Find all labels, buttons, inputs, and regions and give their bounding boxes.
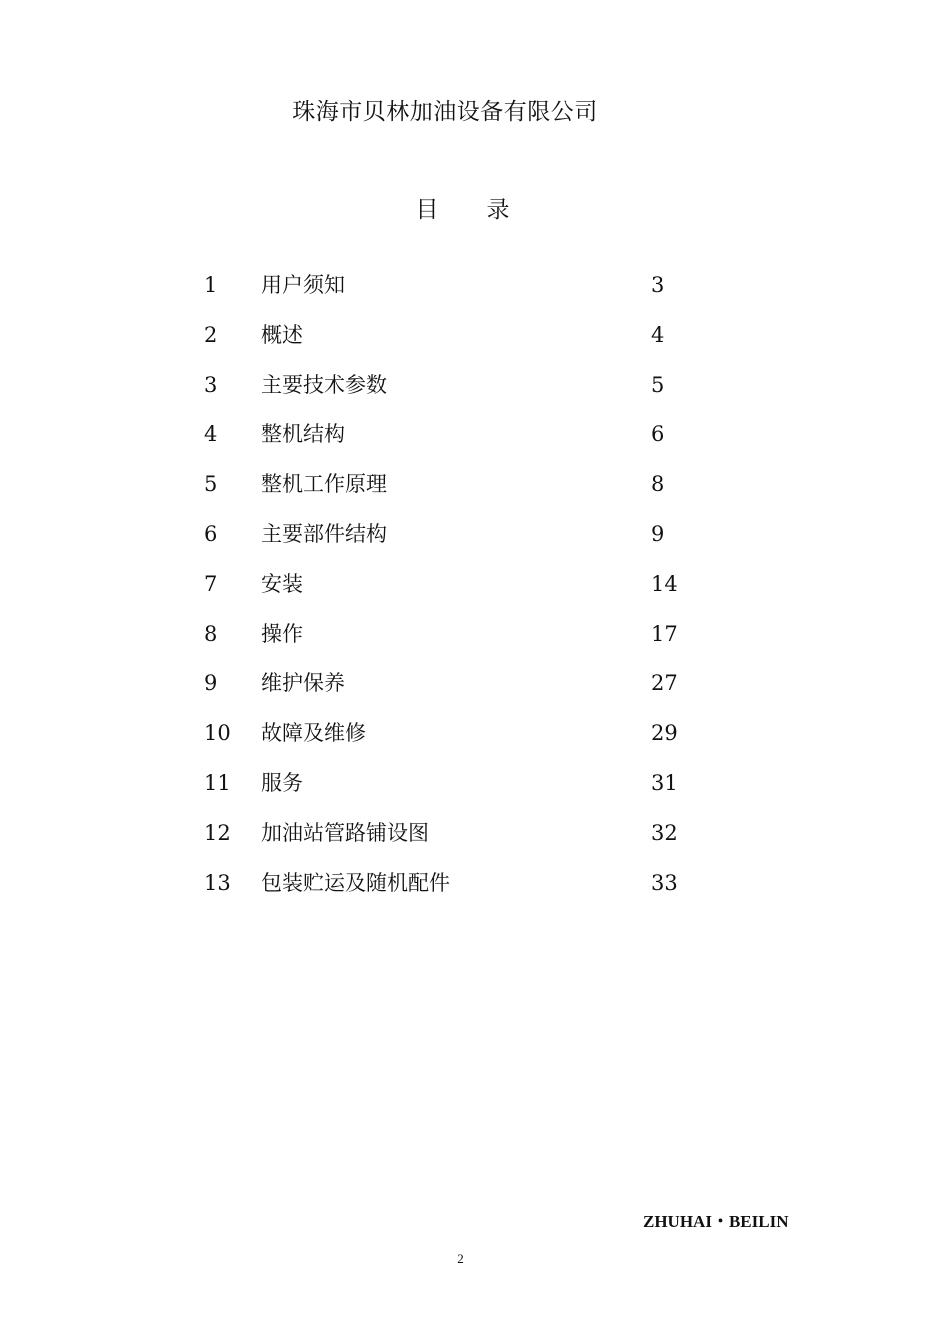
toc-entry-label: 故障及维修 bbox=[261, 721, 366, 746]
toc-entry[interactable] bbox=[204, 567, 724, 617]
toc-entry[interactable] bbox=[204, 866, 724, 916]
table-of-contents bbox=[204, 268, 724, 915]
toc-entry[interactable] bbox=[204, 368, 724, 418]
toc-entry-label: 用户须知 bbox=[261, 273, 345, 297]
toc-entry-number: 13 bbox=[204, 870, 231, 895]
toc-entry-label: 服务 bbox=[261, 770, 303, 795]
footer-brand: ZHUHAI・BEILIN bbox=[643, 1212, 789, 1231]
toc-entry-page: 29 bbox=[651, 721, 678, 746]
toc-entry[interactable] bbox=[204, 318, 724, 368]
toc-entry-number: 12 bbox=[204, 820, 231, 845]
toc-entry-label: 概述 bbox=[261, 322, 303, 347]
toc-entry-page: 32 bbox=[651, 820, 678, 845]
toc-entry-label: 主要部件结构 bbox=[261, 521, 387, 546]
toc-entry-number: 5 bbox=[204, 472, 218, 497]
toc-entry-number: 2 bbox=[204, 322, 218, 347]
toc-entry[interactable] bbox=[204, 517, 724, 567]
toc-entry[interactable] bbox=[204, 716, 724, 766]
toc-entry[interactable] bbox=[204, 467, 724, 517]
toc-entry-number: 1 bbox=[204, 273, 218, 297]
toc-entry[interactable] bbox=[204, 816, 724, 866]
toc-entry-number: 8 bbox=[204, 621, 218, 646]
toc-entry-number: 11 bbox=[204, 770, 231, 795]
company-name: 珠海市贝林加油设备有限公司 bbox=[292, 99, 598, 125]
toc-entry-page: 14 bbox=[651, 571, 678, 596]
toc-entry-label: 安装 bbox=[261, 571, 303, 596]
toc-entry-page: 8 bbox=[651, 472, 665, 497]
toc-entry-label: 加油站管路铺设图 bbox=[261, 820, 429, 845]
toc-entry-page: 4 bbox=[651, 322, 665, 347]
toc-entry-page: 3 bbox=[651, 273, 665, 297]
toc-entry[interactable] bbox=[204, 417, 724, 467]
toc-entry[interactable] bbox=[204, 666, 724, 716]
toc-entry-label: 操作 bbox=[261, 621, 303, 646]
toc-entry-label: 维护保养 bbox=[261, 671, 345, 696]
toc-entry-number: 6 bbox=[204, 521, 218, 546]
toc-title: 目录 bbox=[415, 197, 558, 223]
toc-entry-number: 9 bbox=[204, 671, 218, 696]
toc-entry[interactable] bbox=[204, 617, 724, 667]
toc-entry-page: 31 bbox=[651, 770, 678, 795]
toc-entry-page: 6 bbox=[651, 422, 665, 447]
toc-entry-label: 包装贮运及随机配件 bbox=[261, 870, 450, 895]
page-number: 2 bbox=[457, 1251, 464, 1266]
toc-entry-number: 10 bbox=[204, 721, 231, 746]
toc-entry-page: 33 bbox=[651, 870, 678, 895]
toc-entry-label: 整机结构 bbox=[261, 422, 345, 447]
toc-entry[interactable] bbox=[204, 268, 724, 318]
toc-entry-page: 5 bbox=[651, 372, 665, 397]
toc-entry-label: 主要技术参数 bbox=[261, 372, 387, 397]
toc-entry-page: 9 bbox=[651, 521, 665, 546]
toc-entry-number: 7 bbox=[204, 571, 218, 596]
toc-entry[interactable] bbox=[204, 766, 724, 816]
toc-entry-page: 17 bbox=[651, 621, 678, 646]
toc-entry-number: 3 bbox=[204, 372, 218, 397]
toc-entry-label: 整机工作原理 bbox=[261, 472, 387, 497]
toc-entry-page: 27 bbox=[651, 671, 678, 696]
toc-entry-number: 4 bbox=[204, 422, 218, 447]
